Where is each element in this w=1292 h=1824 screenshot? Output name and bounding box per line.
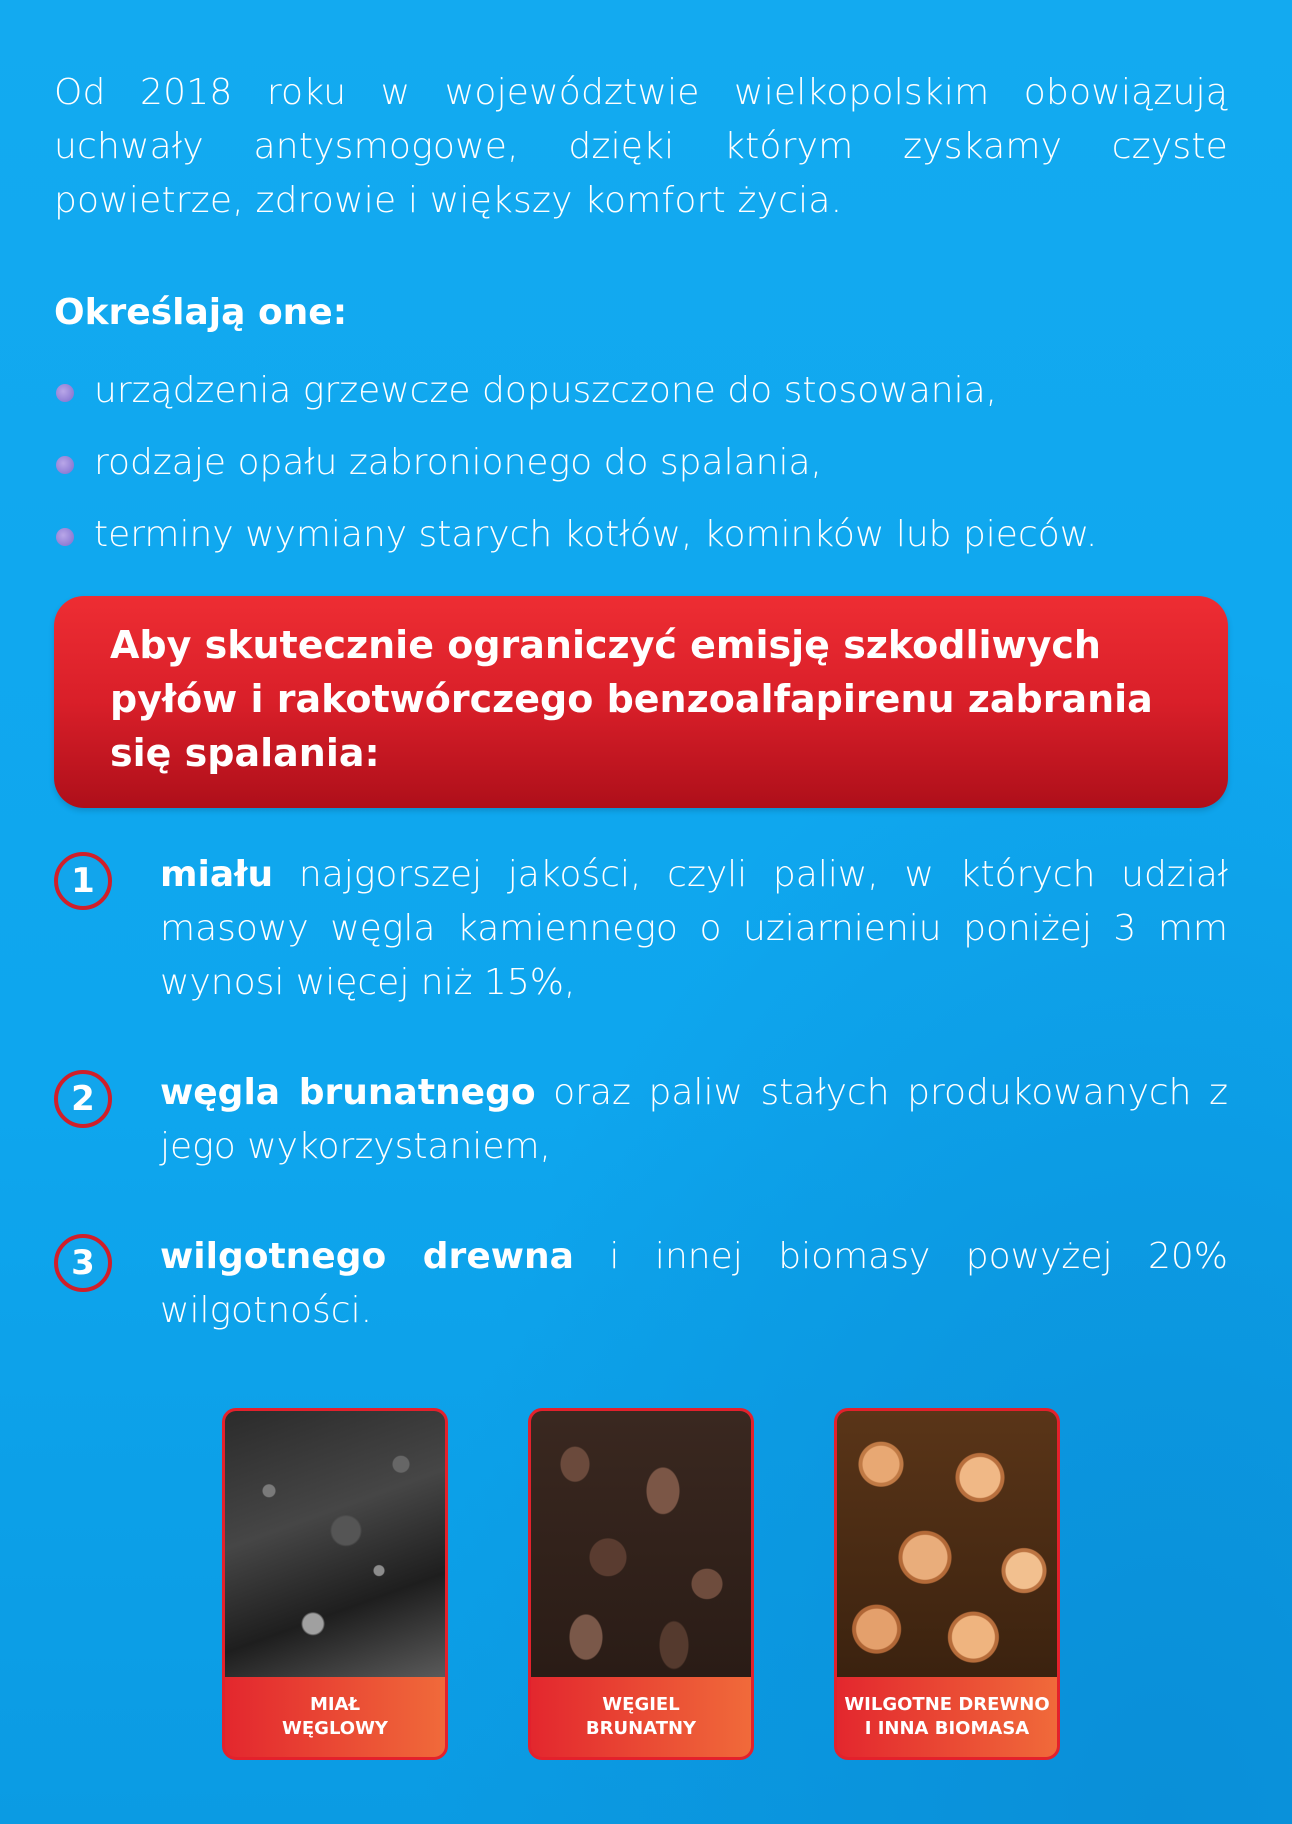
item-rest: oraz paliw stałych produkowanych z jego wykorzystaniem, (160, 1072, 1228, 1167)
fuel-card-lignite (528, 1408, 754, 1760)
wet-wood-photo (837, 1411, 1057, 1677)
item-bold: węgla brunatnego (160, 1072, 536, 1113)
item-text (160, 1230, 1228, 1338)
number-badge: 3 (54, 1234, 112, 1292)
number-badge: 1 (54, 852, 112, 910)
coal-dust-photo (225, 1411, 445, 1677)
bullet-dot-icon (56, 528, 74, 546)
card-label-line: WILGOTNE DREWNO (844, 1694, 1050, 1715)
banner-text: Aby skutecznie ograniczyć emisję szkodliwych pyłów i rakotwórczego benzoalfapirenu zabrania się spalania: (110, 623, 1153, 775)
list-item (54, 508, 1228, 562)
item-text (160, 848, 1228, 1010)
item-rest: najgorszej jakości, czyli paliw, w których udział masowy węgla kamiennego o uziarnieniu poniżej 3 mm wynosi więcej niż 15%, (160, 854, 1228, 1003)
card-label (531, 1677, 751, 1757)
fuel-cards (222, 1408, 1060, 1760)
lignite-photo (531, 1411, 751, 1677)
card-label (837, 1677, 1057, 1757)
card-label-line: WĘGLOWY (282, 1718, 388, 1739)
list-item (54, 436, 1228, 490)
card-label-line: I INNA BIOMASA (864, 1718, 1030, 1739)
card-label-line: BRUNATNY (585, 1718, 697, 1739)
list-item (54, 1230, 1228, 1338)
list-item (54, 1066, 1228, 1174)
list-item (54, 848, 1228, 1010)
item-text (160, 1066, 1228, 1174)
item-bold: wilgotnego drewna (160, 1236, 574, 1277)
bullet-text: urządzenia grzewcze dopuszczone do stosowania, (94, 370, 998, 411)
number-badge: 2 (54, 1070, 112, 1128)
subheading: Określają one: (54, 292, 348, 333)
item-bold: miału (160, 854, 274, 895)
warning-banner (54, 596, 1228, 808)
list-item (54, 364, 1228, 418)
card-label-line: MIAŁ (309, 1694, 361, 1715)
card-label (225, 1677, 445, 1757)
bullet-dot-icon (56, 456, 74, 474)
intro-paragraph: Od 2018 roku w województwie wielkopolskim obowiązują uchwały antysmogowe, dzięki którym zyskamy czyste powietrze, zdrowie i większy komfort życia. (54, 72, 1228, 221)
bullet-list (54, 364, 1228, 562)
fuel-card-coal-dust (222, 1408, 448, 1760)
item-rest: i innej biomasy powyżej 20% wilgotności. (160, 1236, 1228, 1331)
prohibited-fuels-list (54, 848, 1228, 1338)
card-label-line: WĘGIEL (602, 1694, 680, 1715)
bullet-dot-icon (56, 384, 74, 402)
bullet-text: rodzaje opału zabronionego do spalania, (94, 442, 822, 483)
fuel-card-wet-wood (834, 1408, 1060, 1760)
bullet-text: terminy wymiany starych kotłów, kominków lub pieców. (94, 514, 1098, 555)
